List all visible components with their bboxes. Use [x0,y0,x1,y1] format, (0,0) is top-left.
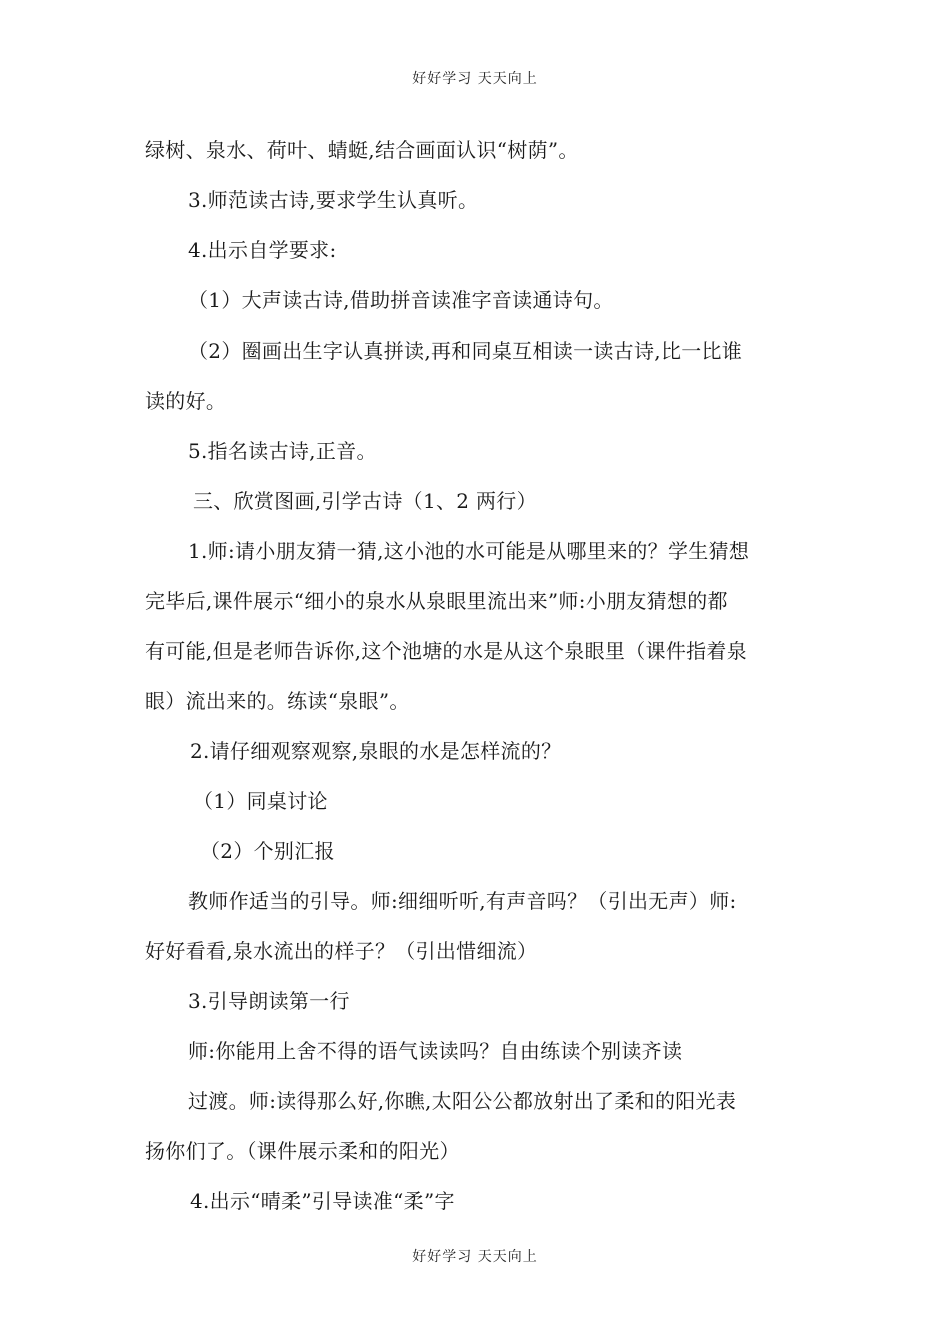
text-line: 2.请仔细观察观察,泉眼的水是怎样流的？ [190,739,562,763]
text-line: 师:你能用上舍不得的语气读读吗？自由练读个别读齐读 [188,1039,683,1063]
text-line: 4.出示“晴柔”引导读准“柔”字 [190,1189,455,1213]
page-header: 好好学习 天天向上 [412,71,538,87]
text-line: 读的好。 [145,389,227,413]
text-line: 扬你们了。（课件展示柔和的阳光） [145,1139,460,1163]
text-line: 绿树、泉水、荷叶、蜻蜓,结合画面认识“树荫”。 [145,138,579,162]
text-line: 眼）流出来的。练读“泉眼”。 [145,689,410,713]
text-line: 5.指名读古诗,正音。 [188,439,377,463]
text-line: 1.师:请小朋友猜一猜,这小池的水可能是从哪里来的？学生猜想 [188,539,750,563]
text-line: （1）同桌讨论 [193,789,328,813]
text-line: 完毕后,课件展示“细小的泉水从泉眼里流出来”师:小朋友猜想的都 [145,589,728,613]
text-line: （2）圈画出生字认真拼读,再和同桌互相读一读古诗,比一比谁 [188,339,743,363]
text-line: 教师作适当的引导。师:细细听听,有声音吗？（引出无声）师: [188,889,737,913]
text-line: （2）个别汇报 [200,839,335,863]
text-line: （1）大声读古诗,借助拼音读准字音读通诗句。 [188,288,614,312]
text-line: 3.师范读古诗,要求学生认真听。 [188,188,479,212]
text-line: 3.引导朗读第一行 [188,989,350,1013]
text-line: 4.出示自学要求: [188,238,337,262]
text-line: 过渡。师:读得那么好,你瞧,太阳公公都放射出了柔和的阳光表 [188,1089,737,1113]
page-footer: 好好学习 天天向上 [412,1249,538,1265]
text-line: 有可能,但是老师告诉你,这个池塘的水是从这个泉眼里（课件指着泉 [145,639,748,663]
text-line: 好好看看,泉水流出的样子？（引出惜细流） [145,939,538,963]
section-heading: 三、欣赏图画,引学古诗（1、2 两行） [193,489,537,513]
